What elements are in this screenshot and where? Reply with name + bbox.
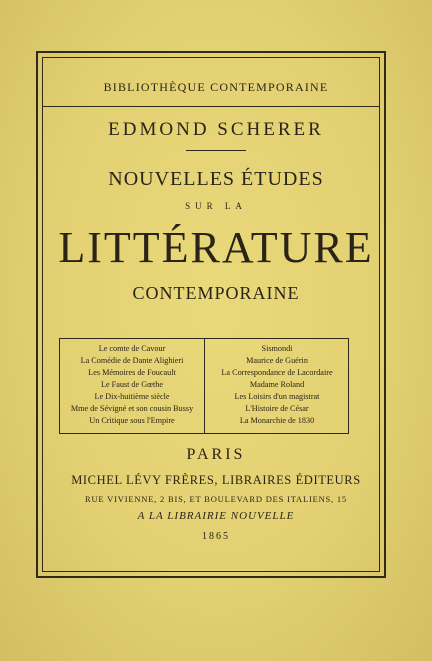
contents-item: Un Critique sous l'Empire (89, 416, 175, 425)
imprint-publisher: MICHEL LÉVY FRÈRES, LIBRAIRES ÉDITEURS (71, 473, 361, 487)
title-line-4: CONTEMPORAINE (132, 283, 300, 303)
contents-item: Les Mémoires de Foucault (88, 368, 176, 377)
contents-right-column (205, 343, 349, 427)
imprint-city: PARIS (186, 446, 246, 463)
contents-item: Mme de Sévigné et son cousin Bussy (70, 404, 194, 413)
contents-item: L'Histoire de César (245, 404, 309, 413)
imprint-shop: A LA LIBRAIRIE NOUVELLE (137, 510, 295, 522)
contents-left-column (60, 343, 204, 427)
contents-item: Sismondi (261, 344, 293, 353)
author-name: EDMOND SCHERER (108, 119, 324, 140)
contents-item: Maurice de Guérin (246, 356, 308, 365)
contents-box (59, 338, 349, 434)
title-main: LITTÉRATURE (58, 223, 374, 272)
title-line-1: NOUVELLES ÉTUDES (108, 168, 324, 190)
imprint-year: 1865 (202, 531, 230, 542)
contents-item: Le Faust de Gœthe (100, 380, 164, 389)
contents-item: Le Dix-huitième siècle (94, 392, 170, 401)
author-rule (186, 150, 246, 151)
imprint-address: RUE VIVIENNE, 2 BIS, ET BOULEVARD DES ITALIENS, 15 (85, 494, 347, 504)
contents-item: Le comte de Cavour (98, 344, 166, 353)
top-rule (42, 106, 380, 107)
contents-item: La Correspondance de Lacordaire (221, 368, 333, 377)
contents-item: Madame Roland (249, 380, 305, 389)
contents-item: La Comédie de Dante Alighieri (80, 356, 184, 365)
series-name: BIBLIOTHÈQUE CONTEMPORAINE (103, 80, 329, 94)
contents-item: Les Loisirs d'un magistrat (234, 392, 320, 401)
contents-item: La Monarchie de 1830 (239, 416, 315, 425)
title-line-2: SUR LA (185, 201, 247, 211)
